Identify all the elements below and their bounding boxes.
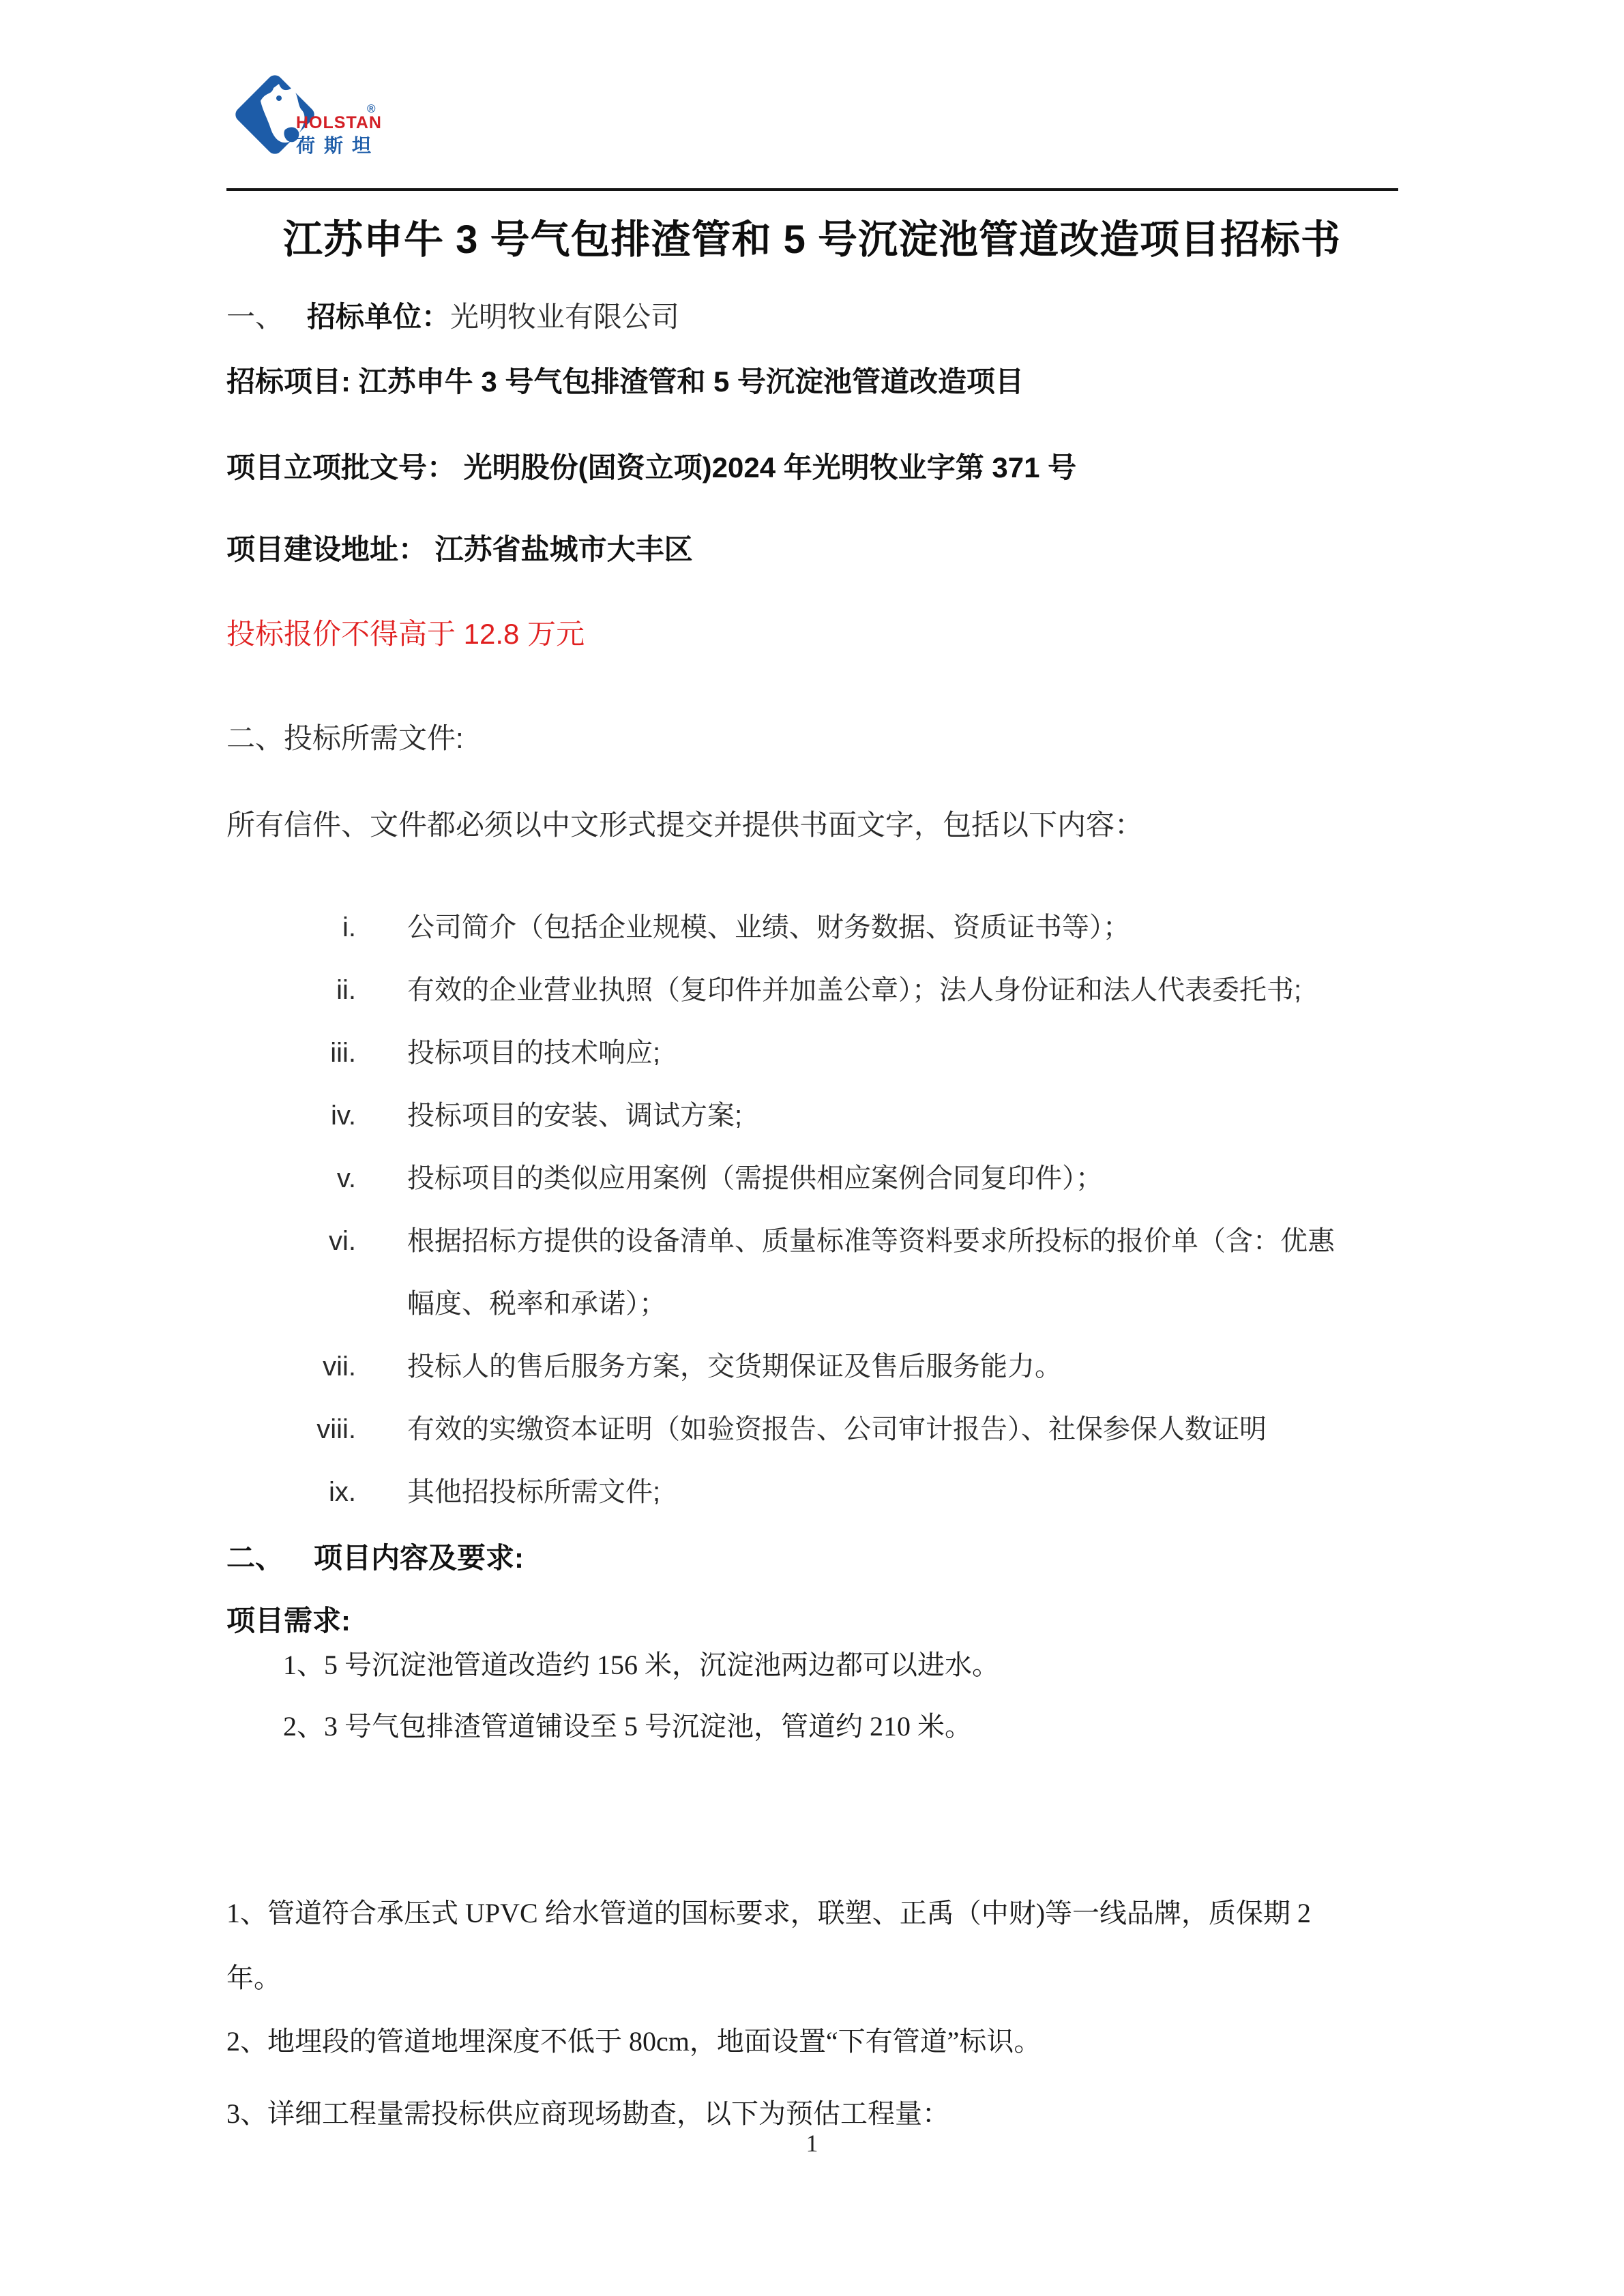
list-item-number: iii.	[330, 1038, 356, 1068]
list-item-text-line1: 根据招标方提供的设备清单、质量标准等资料要求所投标的报价单（含：优惠	[407, 1226, 1335, 1256]
list-item-text: 投标项目的类似应用案例（需提供相应案例合同复印件）；	[407, 1163, 1103, 1193]
list-item	[226, 1147, 1335, 1210]
section2-intro: 所有信件、文件都必须以中文形式提交并提供书面文字，包括以下内容：	[226, 809, 1144, 841]
list-item	[226, 1084, 1335, 1147]
list-item	[226, 1398, 1335, 1461]
approval-number-line: 项目立项批文号： 光明股份(固资立项)2024 年光明牧业字第 371 号	[226, 451, 1077, 483]
need-item: 2、3 号气包排渣管道铺设至 5 号沉淀池，管道约 210 米。	[283, 1711, 972, 1742]
list-item	[226, 1210, 1335, 1335]
brand-logo	[231, 71, 394, 160]
requirement-line: 3、详细工程量需投标供应商现场勘查，以下为预估工程量：	[226, 2098, 949, 2129]
list-item-text: 有效的实缴资本证明（如验资报告、公司审计报告）、社保参保人数证明	[407, 1414, 1267, 1444]
list-item	[226, 1335, 1335, 1398]
item-number: 一、	[226, 301, 284, 333]
project-needs-heading: 项目需求:	[226, 1605, 351, 1637]
list-item	[226, 1022, 1335, 1084]
list-item-number: v.	[336, 1163, 356, 1193]
registered-trademark-icon: ®	[367, 102, 376, 115]
list-item	[226, 959, 1335, 1022]
header-rule	[226, 188, 1398, 191]
list-item-text: 投标项目的安装、调试方案;	[407, 1101, 743, 1131]
list-item-text: 其他招投标所需文件;	[407, 1477, 661, 1507]
brand-name-zh: 荷斯坦	[296, 135, 381, 156]
brand-name-en: HOLSTAN	[296, 113, 382, 132]
section3-heading-line	[226, 1540, 524, 1576]
section3-heading: 项目内容及要求:	[314, 1542, 525, 1574]
page-title: 江苏申牛 3 号气包排渣管和 5 号沉淀池管道改造项目招标书	[283, 218, 1341, 262]
tender-project-line: 招标项目: 江苏申牛 3 号气包排渣管和 5 号沉淀池管道改造项目	[226, 366, 1024, 398]
list-item-text	[407, 1210, 1335, 1335]
price-limit-line: 投标报价不得高于 12.8 万元	[226, 618, 585, 650]
requirement-line: 1、管道符合承压式 UPVC 给水管道的国标要求，联塑、正禹（中财)等一线品牌，质保期 2	[226, 1898, 1312, 1928]
need-item: 1、5 号沉淀池管道改造约 156 米，沉淀池两边都可以进水。	[283, 1650, 999, 1680]
requirement-line: 年。	[226, 1963, 281, 1993]
list-item-text-line2: 幅度、税率和承诺）；	[407, 1289, 666, 1319]
section2-heading: 二、投标所需文件:	[226, 722, 464, 754]
list-item	[226, 896, 1335, 959]
list-item-number: iv.	[330, 1101, 356, 1131]
list-item-number: ii.	[336, 975, 356, 1005]
list-item-number: vi.	[329, 1226, 356, 1256]
project-needs-list	[283, 1635, 999, 1757]
list-item-text: 投标项目的技术响应;	[407, 1038, 661, 1068]
tender-unit-label: 招标单位：	[307, 301, 451, 333]
list-item-number: ix.	[329, 1477, 356, 1507]
list-item-text: 有效的企业营业执照（复印件并加盖公章）；法人身份证和法人代表委托书;	[407, 975, 1302, 1005]
section3-number: 二、	[226, 1542, 284, 1574]
list-item	[226, 1461, 1335, 1523]
list-item-text: 投标人的售后服务方案，交货期保证及售后服务能力。	[407, 1352, 1062, 1382]
construction-address-line: 项目建设地址： 江苏省盐城市大丰区	[226, 533, 693, 565]
list-item-number: viii.	[316, 1414, 356, 1444]
list-item-number: vii.	[323, 1352, 356, 1382]
required-documents-list	[226, 896, 1335, 1523]
page-number: 1	[806, 2130, 818, 2157]
list-item-number: i.	[342, 912, 356, 942]
tender-unit-line	[226, 299, 679, 335]
requirement-line: 2、地埋段的管道地埋深度不低于 80cm，地面设置“下有管道”标识。	[226, 2026, 1042, 2057]
tender-unit-value: 光明牧业有限公司	[450, 301, 680, 333]
list-item-text: 公司简介（包括企业规模、业绩、财务数据、资质证书等）；	[407, 912, 1130, 942]
